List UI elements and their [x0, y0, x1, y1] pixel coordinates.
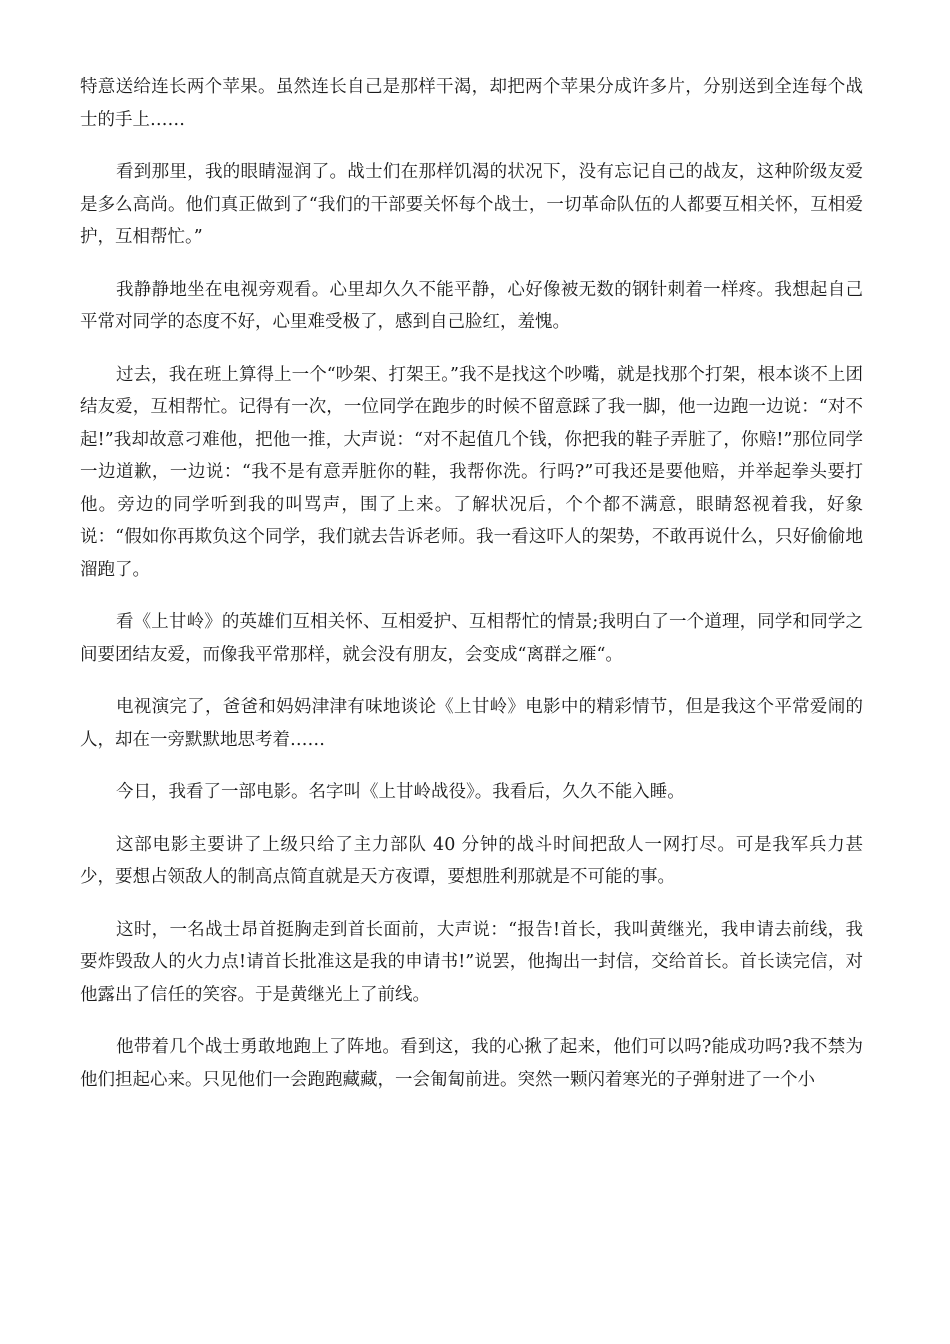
- paragraph-1: 特意送给连长两个苹果。虽然连长自己是那样干渴，却把两个苹果分成许多片，分别送到全连每个战士的手上……: [80, 77, 863, 130]
- paragraph-9: 这时，一名战士昂首挺胸走到首长面前，大声说：“报告!首长，我叫黄继光，我申请去前线，我要炸毁敌人的火力点!请首长批准这是我的申请书!”说罢，他掏出一封信，交给首长。首长读完信，对他露出了信任的笑容。于是黄继光上了前线。: [80, 919, 863, 1005]
- paragraph-5: 看《上甘岭》的英雄们互相关怀、互相爱护、互相帮忙的情景;我明白了一个道理，同学和同学之间要团结友爱，而像我平常那样，就会没有朋友，会变成“离群之雁“。: [80, 612, 863, 665]
- paragraph-8: 这部电影主要讲了上级只给了主力部队 40 分钟的战斗时间把敌人一网打尽。可是我军兵力甚少，要想占领敌人的制高点简直就是天方夜谭，要想胜利那就是不可能的事。: [80, 834, 863, 887]
- paragraph-2: 看到那里，我的眼睛湿润了。战士们在那样饥渴的状况下，没有忘记自己的战友，这种阶级友爱是多么高尚。他们真正做到了“我们的干部要关怀每个战士，一切革命队伍的人都要互相关怀，互相爱护，互相帮忙。”: [80, 162, 863, 247]
- paragraph-4: 过去，我在班上算得上一个“吵架、打架王。”我不是找这个吵嘴，就是找那个打架，根本谈不上团结友爱，互相帮忙。记得有一次，一位同学在跑步的时候不留意踩了我一脚，他一边跑一边说：“对不起!”我却故意刁难他，把他一推，大声说：“对不起值几个钱，你把我的鞋子弄脏了，你赔!”那位同学一边道歉，一边说：“我不是有意弄脏你的鞋，我帮你洗。行吗?”可我还是要他赔，并举起拳头要打他。旁边的同学听到我的叫骂声，围了上来。了解状况后，个个都不满意，眼睛怒视着我，好象说：“假如你再欺负这个同学，我们就去告诉老师。我一看这吓人的架势，不敢再说什么，只好偷偷地溜跑了。: [80, 364, 863, 580]
- paragraph-7: 今日，我看了一部电影。名字叫《上甘岭战役》。我看后，久久不能入睡。: [116, 782, 685, 802]
- paragraph-3: 我静静地坐在电视旁观看。心里却久久不能平静，心好像被无数的钢针刺着一样疼。我想起自己平常对同学的态度不好，心里难受极了，感到自己脸红，羞愧。: [80, 279, 863, 332]
- paragraph-6: 电视演完了，爸爸和妈妈津津有味地谈论《上甘岭》电影中的精彩情节，但是我这个平常爱闹的人，却在一旁默默地思考着……: [80, 697, 863, 750]
- paragraph-10: 他带着几个战士勇敢地跑上了阵地。看到这，我的心揪了起来，他们可以吗?能成功吗?我不禁为他们担起心来。只见他们一会跑跑藏藏，一会匍匐前进。突然一颗闪着寒光的子弹射进了一个小: [80, 1037, 863, 1090]
